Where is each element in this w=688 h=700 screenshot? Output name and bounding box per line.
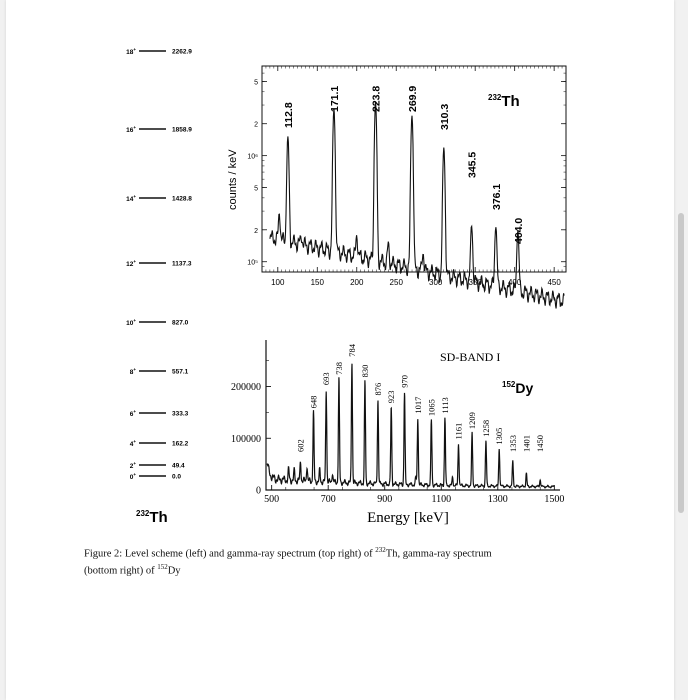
level-spin-label: 2+ (129, 461, 136, 470)
dy-peak-label: 784 (346, 343, 357, 357)
caption-sup-2: 152 (157, 562, 168, 571)
dy-x-tick-label: 500 (264, 494, 280, 505)
dy-y-tick-label: 200000 (231, 382, 261, 394)
th-y-axis-label: counts / keV (227, 149, 239, 210)
level-spin-label: 14+ (126, 194, 136, 203)
th-x-tick-label: 150 (310, 278, 324, 287)
dy-x-tick-label: 900 (377, 494, 393, 505)
th-peak-label: 223.8 (370, 85, 383, 112)
th-x-tick-label: 450 (547, 278, 561, 287)
dy-peak-label: 693 (321, 372, 332, 386)
dy-y-tick-label: 0 (256, 485, 261, 497)
dy-peak-label: 1353 (507, 435, 518, 452)
th-legend-mass: 232 (488, 93, 502, 102)
th-spectrum-chart (227, 66, 566, 309)
dy-peak-label: 1161 (453, 422, 464, 440)
dy-peak-labels (295, 343, 545, 452)
th-y-tick-label: 2 (254, 121, 258, 129)
level-spin-label: 16+ (126, 125, 136, 134)
caption-part-1: Figure 2: Level scheme (left) and gamma-ray spectrum (top right) of (84, 548, 376, 560)
level-spin-label: 10+ (126, 318, 136, 327)
th-legend-symbol: Th (501, 93, 520, 110)
th-peak-label: 171.1 (328, 85, 341, 112)
dy-peak-label: 1209 (467, 412, 478, 430)
th-peak-label: 269.9 (406, 85, 419, 112)
th-y-tick-label: 5 (254, 185, 258, 193)
level-energy-label: 557.1 (172, 368, 189, 376)
level-energy-label: 162.2 (172, 440, 189, 448)
dy-y-tick-label: 100000 (231, 433, 261, 445)
dy-peak-label: 738 (333, 362, 344, 375)
dy-peak-label: 1258 (480, 419, 491, 437)
dy-spectrum-chart (231, 340, 564, 526)
level-energy-label: 1858.9 (172, 126, 192, 134)
dy-legend-band: SD-BAND I (440, 350, 501, 364)
level-energy-label: 1428.8 (172, 195, 192, 203)
dy-x-tick-label: 1100 (431, 494, 452, 505)
dy-x-tick-label: 1300 (487, 494, 508, 505)
th-peak-label: 404.0 (512, 217, 525, 244)
level-spin-label: 6+ (129, 409, 136, 418)
th-peak-label: 345.5 (466, 151, 479, 178)
th-peak-labels (283, 86, 525, 244)
th-y-tick-label: 2 (254, 227, 258, 235)
th-peak-label: 376.1 (490, 183, 503, 210)
dy-plot-frame (266, 340, 560, 490)
level-scheme (126, 47, 192, 481)
level-spin-label: 12+ (126, 259, 136, 268)
level-energy-label: 333.3 (172, 410, 189, 418)
caption-sup-1: 232 (375, 546, 386, 554)
figure-caption (84, 544, 614, 577)
dy-x-tick-label: 1500 (544, 494, 565, 505)
th-x-tick-label: 100 (271, 278, 285, 287)
dy-peak-label: 923 (386, 390, 397, 404)
scrollbar[interactable] (678, 213, 684, 513)
level-scheme-symbol: Th (149, 509, 168, 526)
dy-peak-label: 876 (372, 382, 383, 396)
level-energy-label: 49.4 (172, 462, 185, 470)
dy-legend (502, 380, 533, 396)
level-spin-label: 18+ (126, 47, 136, 56)
th-x-tick-label: 300 (429, 278, 443, 287)
level-scheme-nucleus (136, 509, 168, 526)
dy-x-tick-label: 700 (320, 494, 336, 505)
dy-peak-label: 1065 (426, 399, 437, 417)
th-y-tick-label: 10⁶ (247, 153, 258, 161)
th-x-tick-label: 250 (389, 278, 403, 287)
caption-part-2: Th, gamma-ray spectrum (385, 548, 492, 560)
dy-legend-symbol: Dy (515, 380, 534, 396)
th-x-tick-label: 350 (468, 278, 482, 287)
level-energy-label: 2262.9 (172, 48, 192, 56)
dy-legend-mass: 152 (502, 380, 516, 389)
level-energy-label: 1137.3 (172, 260, 192, 268)
dy-peak-label: 648 (308, 395, 319, 409)
dy-peak-label: 1113 (439, 397, 450, 414)
dy-peak-label: 1017 (412, 396, 423, 414)
th-legend (488, 93, 520, 110)
level-scheme-mass: 232 (136, 509, 150, 518)
th-x-tick-label: 400 (507, 278, 522, 287)
dy-peak-label: 1401 (521, 435, 532, 452)
th-y-tick-label: 10⁵ (247, 259, 258, 267)
dy-peak-label: 1305 (494, 427, 505, 445)
level-spin-label: 8+ (129, 367, 136, 376)
caption-part-3: (bottom right) of (84, 565, 158, 576)
th-peak-label: 112.8 (282, 102, 295, 128)
dy-peak-label: 602 (295, 439, 306, 452)
dy-peak-label: 1450 (535, 435, 546, 452)
th-x-tick-label: 200 (350, 278, 364, 287)
level-spin-label: 4+ (129, 439, 136, 448)
level-energy-label: 827.0 (172, 319, 189, 327)
dy-x-axis-label: Energy [keV] (367, 510, 449, 526)
dy-peak-label: 830 (359, 364, 370, 378)
level-energy-label: 0.0 (172, 473, 182, 481)
th-y-tick-label: 5 (254, 79, 258, 87)
level-spin-label: 0+ (129, 472, 136, 481)
caption-part-4: Dy (167, 565, 181, 576)
th-peak-label: 310.3 (438, 103, 451, 130)
dy-peak-label: 970 (399, 374, 410, 388)
